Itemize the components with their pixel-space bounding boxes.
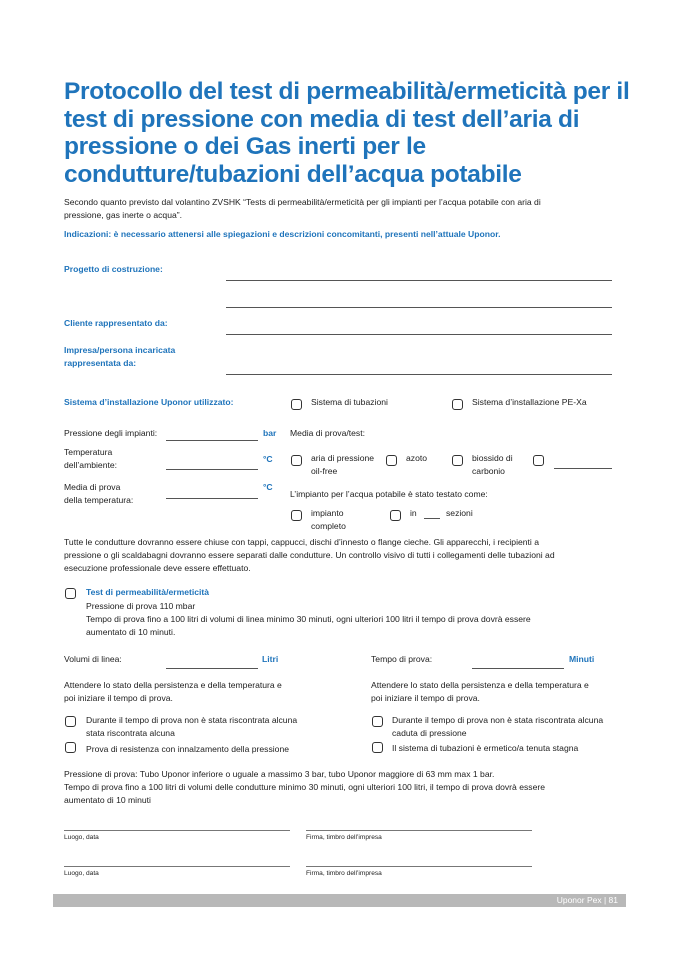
media-air-checkbox[interactable]: [291, 455, 302, 466]
pressure-input-line[interactable]: [166, 440, 258, 441]
media-nitrogen-label: azoto: [406, 453, 428, 463]
no-pressure-drop-left-2: stata riscontrata alcuna: [86, 728, 175, 738]
leak-test-checkbox[interactable]: [65, 588, 76, 599]
media-other-input-line[interactable]: [554, 468, 612, 469]
media-air-label-2: oil-free: [311, 466, 338, 476]
tested-sections-count-line[interactable]: [424, 518, 440, 519]
signature-line-1[interactable]: [306, 830, 532, 831]
right-wait-2: poi iniziare il tempo di prova.: [371, 693, 480, 703]
tested-sections-in: in: [410, 508, 417, 518]
tested-sections-label: sezioni: [446, 508, 473, 518]
company-label-1: Impresa/persona incaricata: [64, 345, 176, 355]
media-co2-checkbox[interactable]: [452, 455, 463, 466]
test-time-unit: Minuti: [569, 654, 595, 664]
closure-paragraph-1: Tutte le condutture dovranno essere chiuse con tappi, cappucci, dischi d’innesto o flange cieche. Gli apparecchi, i recipienti a: [64, 537, 540, 547]
tested-label: L’impianto per l’acqua potabile è stato testato come:: [290, 489, 488, 499]
intro-line-1: Secondo quanto previsto dal volantino ZVSHK “Tests di permeabilità/ermeticità per gli impianti per l’acqua potabile con aria di: [64, 197, 541, 207]
left-wait-1: Attendere lo stato della persistenza e della temperatura e: [64, 680, 282, 690]
pressure-label: Pressione degli impianti:: [64, 428, 158, 438]
place-date-label-1: Luogo, data: [64, 834, 99, 841]
tested-complete-label-1: impianto: [311, 508, 344, 518]
media-temp-input-line[interactable]: [166, 498, 258, 499]
pressure-note-3: aumentato di 10 minuti: [64, 795, 151, 805]
closure-paragraph-2: pressione o gli scaldabagni dovranno essere separati dalle condutture. Un controllo visivo di tutti i collegamenti delle tubazioni ad: [64, 550, 555, 560]
pressure-unit: bar: [263, 428, 277, 438]
page-title: Protocollo del test di permeabilità/ermeticità per il test di pressione con media di test dell’aria di pressione o dei Gas inerti per le condutture/tubazioni dell’acqua potabile: [64, 78, 630, 188]
left-wait-2: poi iniziare il tempo di prova.: [64, 693, 173, 703]
leak-test-pressure: Pressione di prova 110 mbar: [86, 601, 196, 611]
leak-test-heading: Test di permeabilità/ermeticità: [86, 587, 210, 597]
system-tight-label: Il sistema di tubazioni è ermetico/a tenuta stagna: [392, 743, 579, 753]
strength-test-checkbox[interactable]: [65, 742, 76, 753]
no-pressure-drop-left-checkbox[interactable]: [65, 716, 76, 727]
system-label: Sistema d’installazione Uponor utilizzato:: [64, 397, 234, 407]
project-label: Progetto di costruzione:: [64, 264, 163, 274]
tested-complete-label-2: completo: [311, 521, 346, 531]
media-co2-label-1: biossido di: [472, 453, 513, 463]
system-pexa-label: Sistema d’installazione PE-Xa: [472, 397, 587, 407]
media-temp-label-2: della temperatura:: [64, 495, 134, 505]
signature-label-2: Firma, timbro dell’impresa: [306, 870, 382, 877]
media-co2-label-2: carbonio: [472, 466, 505, 476]
intro-line-2: pressione, gas inerte o acqua”.: [64, 210, 182, 220]
system-pexa-checkbox[interactable]: [452, 399, 463, 410]
ambient-temp-label-1: Temperatura: [64, 447, 113, 457]
system-tight-checkbox[interactable]: [372, 742, 383, 753]
line-volume-label: Volumi di linea:: [64, 654, 122, 664]
company-input-line[interactable]: [226, 374, 612, 375]
ambient-temp-input-line[interactable]: [166, 469, 258, 470]
no-pressure-drop-left-1: Durante il tempo di prova non è stata riscontrata alcuna: [86, 715, 298, 725]
line-volume-unit: Litri: [262, 654, 279, 664]
pressure-note-2: Tempo di prova fino a 100 litri di volumi delle condutture minimo 30 minuti, ogni ulteriori 100 litri, il tempo di prova dovrà essere: [64, 782, 546, 792]
no-pressure-drop-right-checkbox[interactable]: [372, 716, 383, 727]
footer-bar: [53, 894, 626, 907]
system-pipes-label: Sistema di tubazioni: [311, 397, 388, 407]
media-label: Media di prova/test:: [290, 428, 365, 438]
no-pressure-drop-right-2: caduta di pressione: [392, 728, 467, 738]
project-input-line[interactable]: [226, 280, 612, 281]
media-air-label-1: aria di pressione: [311, 453, 375, 463]
line-volume-input-line[interactable]: [166, 668, 258, 669]
signature-line-2[interactable]: [306, 866, 532, 867]
leak-test-time-1: Tempo di prova fino a 100 litri di volumi di linea minimo 30 minuti, ogni ulteriori 100 litri il tempo di prova dovrà essere: [86, 614, 531, 624]
ambient-temp-label-2: dell’ambiente:: [64, 460, 118, 470]
system-pipes-checkbox[interactable]: [291, 399, 302, 410]
company-label-2: rappresentata da:: [64, 358, 137, 368]
client-input-line[interactable]: [226, 334, 612, 335]
client-label: Cliente rappresentato da:: [64, 318, 168, 328]
instructions-text: Indicazioni: è necessario attenersi alle spiegazioni e descrizioni concomitanti, presenti nell’attuale Uponor.: [64, 229, 501, 239]
pressure-note-1: Pressione di prova: Tubo Uponor inferiore o uguale a massimo 3 bar, tubo Uponor maggiore di 63 mm max 1 bar.: [64, 769, 495, 779]
tested-sections-checkbox[interactable]: [390, 510, 401, 521]
leak-test-time-2: aumentato di 10 minuti.: [86, 627, 176, 637]
right-wait-1: Attendere lo stato della persistenza e della temperatura e: [371, 680, 589, 690]
place-date-label-2: Luogo, data: [64, 870, 99, 877]
closure-paragraph-3: esecuzione professionale deve essere effettuato.: [64, 563, 251, 573]
tested-complete-checkbox[interactable]: [291, 510, 302, 521]
place-date-line-2[interactable]: [64, 866, 290, 867]
no-pressure-drop-right-1: Durante il tempo di prova non è stata riscontrata alcuna: [392, 715, 604, 725]
media-nitrogen-checkbox[interactable]: [386, 455, 397, 466]
media-temp-unit: °C: [263, 482, 273, 492]
strength-test-label: Prova di resistenza con innalzamento della pressione: [86, 744, 290, 754]
signature-label-1: Firma, timbro dell’impresa: [306, 834, 382, 841]
project-input-line-2[interactable]: [226, 307, 612, 308]
test-time-label: Tempo di prova:: [371, 654, 433, 664]
place-date-line-1[interactable]: [64, 830, 290, 831]
media-temp-label-1: Media di prova: [64, 482, 121, 492]
ambient-temp-unit: °C: [263, 454, 273, 464]
media-other-checkbox[interactable]: [533, 455, 544, 466]
footer-page-label: Uponor Pex | 81: [556, 895, 618, 905]
test-time-input-line[interactable]: [472, 668, 564, 669]
